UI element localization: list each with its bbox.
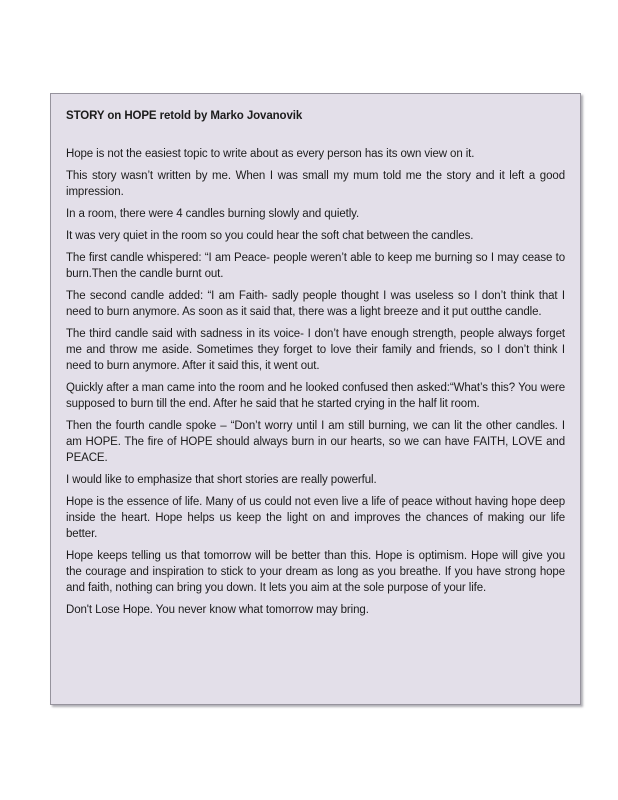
story-paragraph: Quickly after a man came into the room and he looked confused then asked:“What’s this? You were supposed to burn till the end. After he said that he started crying in the half lit room. [66, 382, 565, 410]
story-paragraph: Hope is not the easiest topic to write about as every person has its own view on it. [66, 148, 475, 160]
story-box [50, 93, 581, 705]
story-paragraph: The first candle whispered: “I am Peace- people weren’t able to keep me burning so I may cease to burn.Then the candle burnt out. [66, 252, 565, 280]
story-paragraph: Hope is the essence of life. Many of us could not even live a life of peace without having hope deep inside the heart. Hope helps us keep the light on and improves the chances of making our life better. [66, 496, 565, 540]
story-paragraph: It was very quiet in the room so you could hear the soft chat between the candles. [66, 230, 474, 242]
story-paragraph: Don't Lose Hope. You never know what tomorrow may bring. [66, 604, 369, 616]
story-paragraph: Then the fourth candle spoke – “Don’t worry until I am still burning, we can lit the other candles. I am HOPE. The fire of HOPE should always burn in our hearts, so we can have FAITH, LOVE and PEACE. [66, 420, 565, 464]
story-paragraph: The second candle added: “I am Faith- sadly people thought I was useless so I don’t think that I need to burn anymore. As soon as it said that, there was a light breeze and it put outthe candle. [66, 290, 565, 318]
story-title: STORY on HOPE retold by Marko Jovanovik [66, 110, 303, 122]
story-paragraph: Hope keeps telling us that tomorrow will be better than this. Hope is optimism. Hope will give you the courage and inspiration to stick to your dream as long as you breathe. If you have strong hope and faith, nothing can bring you down. It lets you aim at the sole purpose of your life. [66, 550, 565, 594]
story-paragraph: I would like to emphasize that short stories are really powerful. [66, 474, 377, 486]
story-paragraph: This story wasn’t written by me. When I was small my mum told me the story and it left a good impression. [66, 170, 565, 198]
story-paragraph: The third candle said with sadness in its voice- I don’t have enough strength, people always forget me and throw me aside. Sometimes they forget to love their family and friends, so I don’t think I need to burn anymore. After it said this, it went out. [66, 328, 565, 372]
story-paragraph: In a room, there were 4 candles burning slowly and quietly. [66, 208, 360, 220]
